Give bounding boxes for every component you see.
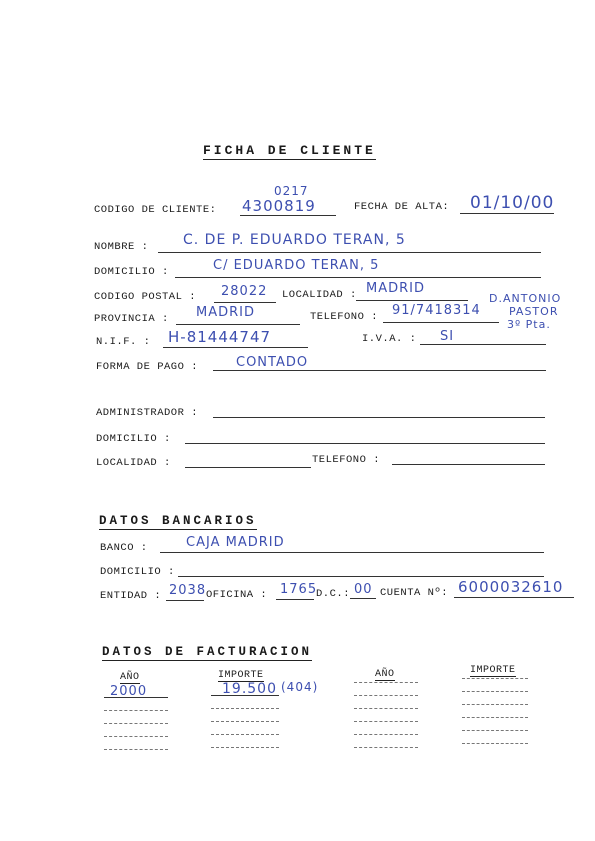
codigo-cliente-value: 4300819	[242, 197, 316, 215]
admin-telefono-label: TELEFONO :	[312, 454, 381, 466]
provincia-value: MADRID	[196, 305, 255, 320]
page-title: FICHA DE CLIENTE	[203, 143, 376, 158]
localidad-label: LOCALIDAD :	[282, 289, 357, 301]
nif-label: N.I.F. :	[96, 336, 151, 348]
fecha-alta-value: 01/10/00	[470, 193, 555, 213]
fact-row1-importe: 19.500	[222, 681, 277, 697]
cuenta-value: 6000032610	[458, 578, 564, 596]
iva-value: SI	[440, 329, 455, 344]
codigo-cliente-note: 0217	[274, 184, 309, 198]
col-importe-2: IMPORTE	[470, 665, 516, 676]
localidad-value: MADRID	[366, 281, 425, 296]
contact-note-line2: PASTOR	[509, 305, 559, 318]
entidad-value: 2038	[169, 583, 207, 598]
codigo-postal-label: CODIGO POSTAL :	[94, 291, 197, 303]
forma-pago-label: FORMA DE PAGO :	[96, 361, 199, 373]
datos-bancarios-heading: DATOS BANCARIOS	[99, 514, 257, 528]
telefono-label: TELEFONO :	[310, 311, 379, 323]
oficina-label: OFICINA :	[206, 589, 268, 601]
contact-note-line1: D.ANTONIO	[489, 292, 562, 305]
dc-value: 00	[354, 582, 373, 597]
domicilio-label: DOMICILIO :	[94, 266, 169, 278]
admin-domicilio-label: DOMICILIO :	[96, 433, 171, 445]
col-ano-1: AÑO	[120, 672, 140, 683]
admin-localidad-label: LOCALIDAD :	[96, 457, 171, 469]
banco-domicilio-label: DOMICILIO :	[100, 566, 175, 578]
entidad-label: ENTIDAD :	[100, 590, 162, 602]
nombre-value: C. DE P. EDUARDO TERAN, 5	[183, 232, 406, 248]
domicilio-value: C/ EDUARDO TERAN, 5	[213, 258, 380, 273]
col-importe-1: IMPORTE	[218, 670, 264, 681]
cuenta-label: CUENTA Nº:	[380, 587, 449, 599]
contact-note-line3: 3º Pta.	[507, 318, 551, 331]
codigo-postal-value: 28022	[221, 284, 268, 299]
nif-value: H-81444747	[168, 328, 272, 346]
fact-row1-note: (404)	[281, 680, 319, 694]
fact-row1-ano: 2000	[110, 684, 148, 699]
nombre-label: NOMBRE :	[94, 241, 149, 253]
banco-value: CAJA MADRID	[186, 535, 285, 550]
col-ano-2: AÑO	[375, 669, 395, 680]
provincia-label: PROVINCIA :	[94, 313, 169, 325]
oficina-value: 1765	[280, 582, 318, 597]
datos-facturacion-heading: DATOS DE FACTURACION	[102, 645, 313, 659]
codigo-cliente-label: CODIGO DE CLIENTE:	[94, 204, 217, 216]
forma-pago-value: CONTADO	[236, 355, 309, 370]
iva-label: I.V.A. :	[362, 333, 417, 345]
dc-label: D.C.:	[316, 588, 351, 600]
administrador-label: ADMINISTRADOR :	[96, 407, 199, 419]
fecha-alta-label: FECHA DE ALTA:	[354, 201, 450, 213]
telefono-value: 91/7418314	[392, 303, 481, 318]
banco-label: BANCO :	[100, 542, 148, 554]
